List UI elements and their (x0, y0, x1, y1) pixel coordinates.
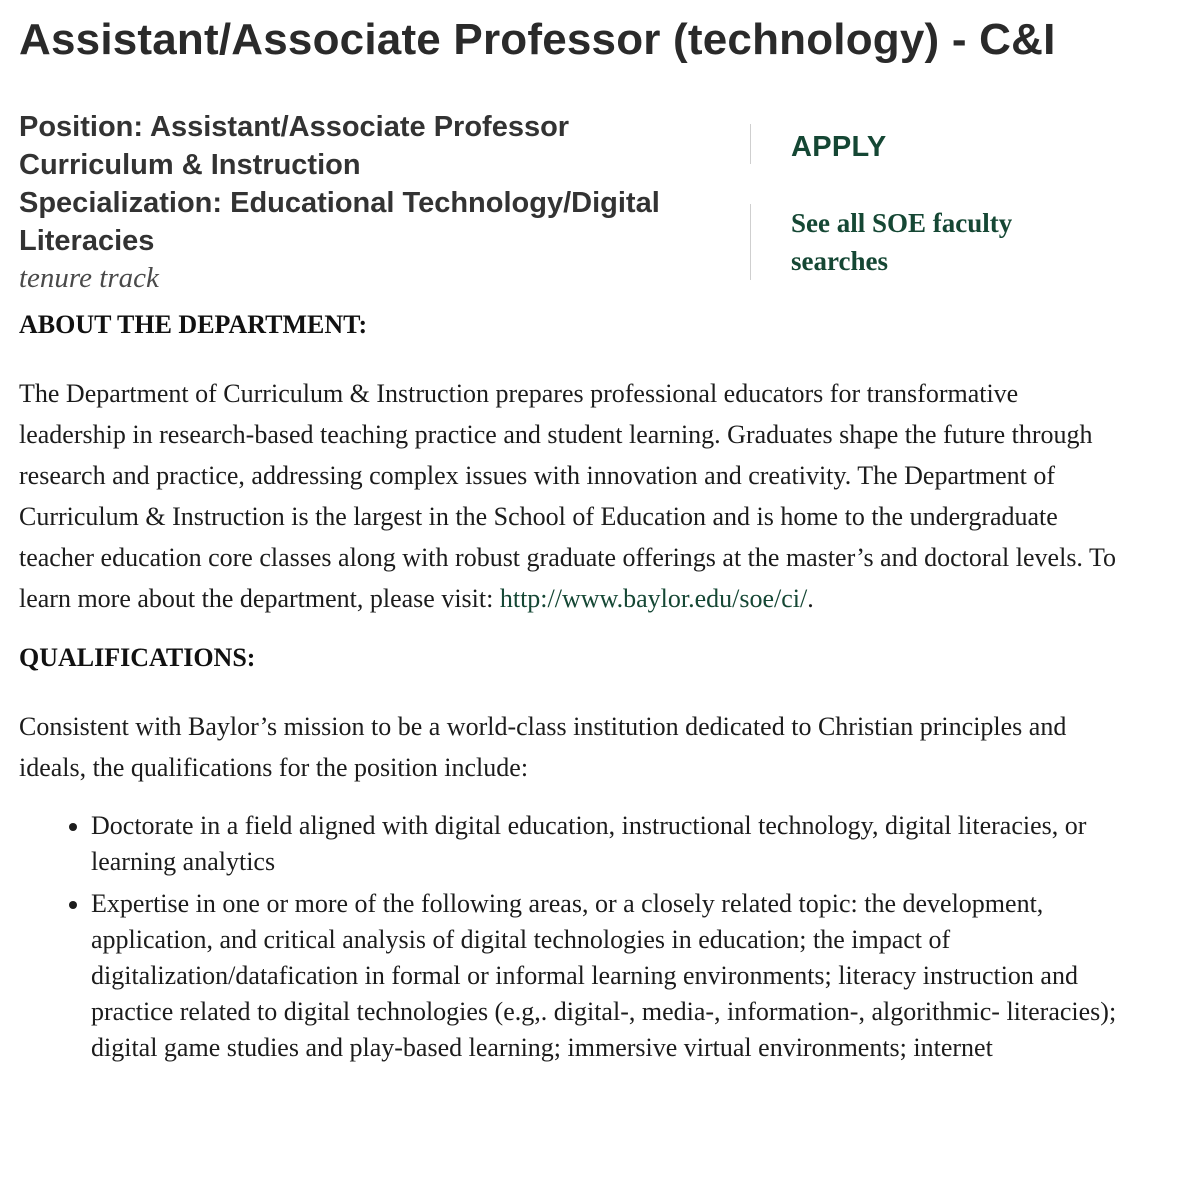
qualifications-heading: QUALIFICATIONS: (19, 643, 256, 672)
specialization-label: Specialization: Educational Technology/Digital Literacies (19, 187, 660, 257)
page-title: Assistant/Associate Professor (technology) - C&I (19, 15, 1056, 64)
divider-see-all (750, 204, 751, 280)
list-item: • Doctorate in a field aligned with digital education, instructional technology, digital literacies, or learning analytics (91, 808, 1141, 880)
track-label: tenure track (19, 262, 159, 294)
about-paragraph (19, 373, 1129, 619)
position-label: Position: Assistant/Associate Professor (19, 111, 570, 143)
about-section (19, 308, 1169, 619)
about-trailing: . (807, 584, 814, 613)
qualifications-section (19, 641, 1169, 1066)
about-body-text: The Department of Curriculum & Instruction prepares professional educators for transformative leadership in research-based teaching practice and student learning. Graduates shape the future through research and practice, addressing complex issues with innovation and creativity. The Department of Curriculum & Instruction is the largest in the School of Education and is home to the undergraduate teacher education core classes along with robust graduate offerings at the master’s and doctoral levels. To learn more about the department, please visit: (19, 379, 1117, 613)
list-item: • Expertise in one or more of the following areas, or a closely related topic: the development, application, and critical analysis of digital technologies in education; the impact of digitalization/datafication in formal or informal learning environments; literacy instruction and practice related to digital technologies (e.g,. digital-, media-, information-, algorithmic- literacies); digital game studies and play-based learning; immersive virtual environments; internet (91, 886, 1141, 1066)
job-posting-page (19, 0, 1169, 1200)
about-heading: ABOUT THE DEPARTMENT: (19, 310, 368, 339)
qualifications-list (19, 808, 1141, 1066)
department-url-link[interactable]: http://www.baylor.edu/soe/ci/ (499, 584, 808, 613)
qualifications-intro: Consistent with Baylor’s mission to be a world-class institution dedicated to Christian principles and ideals, the qualifications for the position include: (19, 712, 1067, 782)
apply-link[interactable]: APPLY (791, 131, 887, 163)
divider-apply (750, 124, 751, 164)
position-details (19, 108, 739, 296)
see-all-faculty-searches-link[interactable]: See all SOE faculty searches (791, 208, 1013, 276)
department-label: Curriculum & Instruction (19, 149, 361, 181)
position-summary (19, 108, 1169, 294)
